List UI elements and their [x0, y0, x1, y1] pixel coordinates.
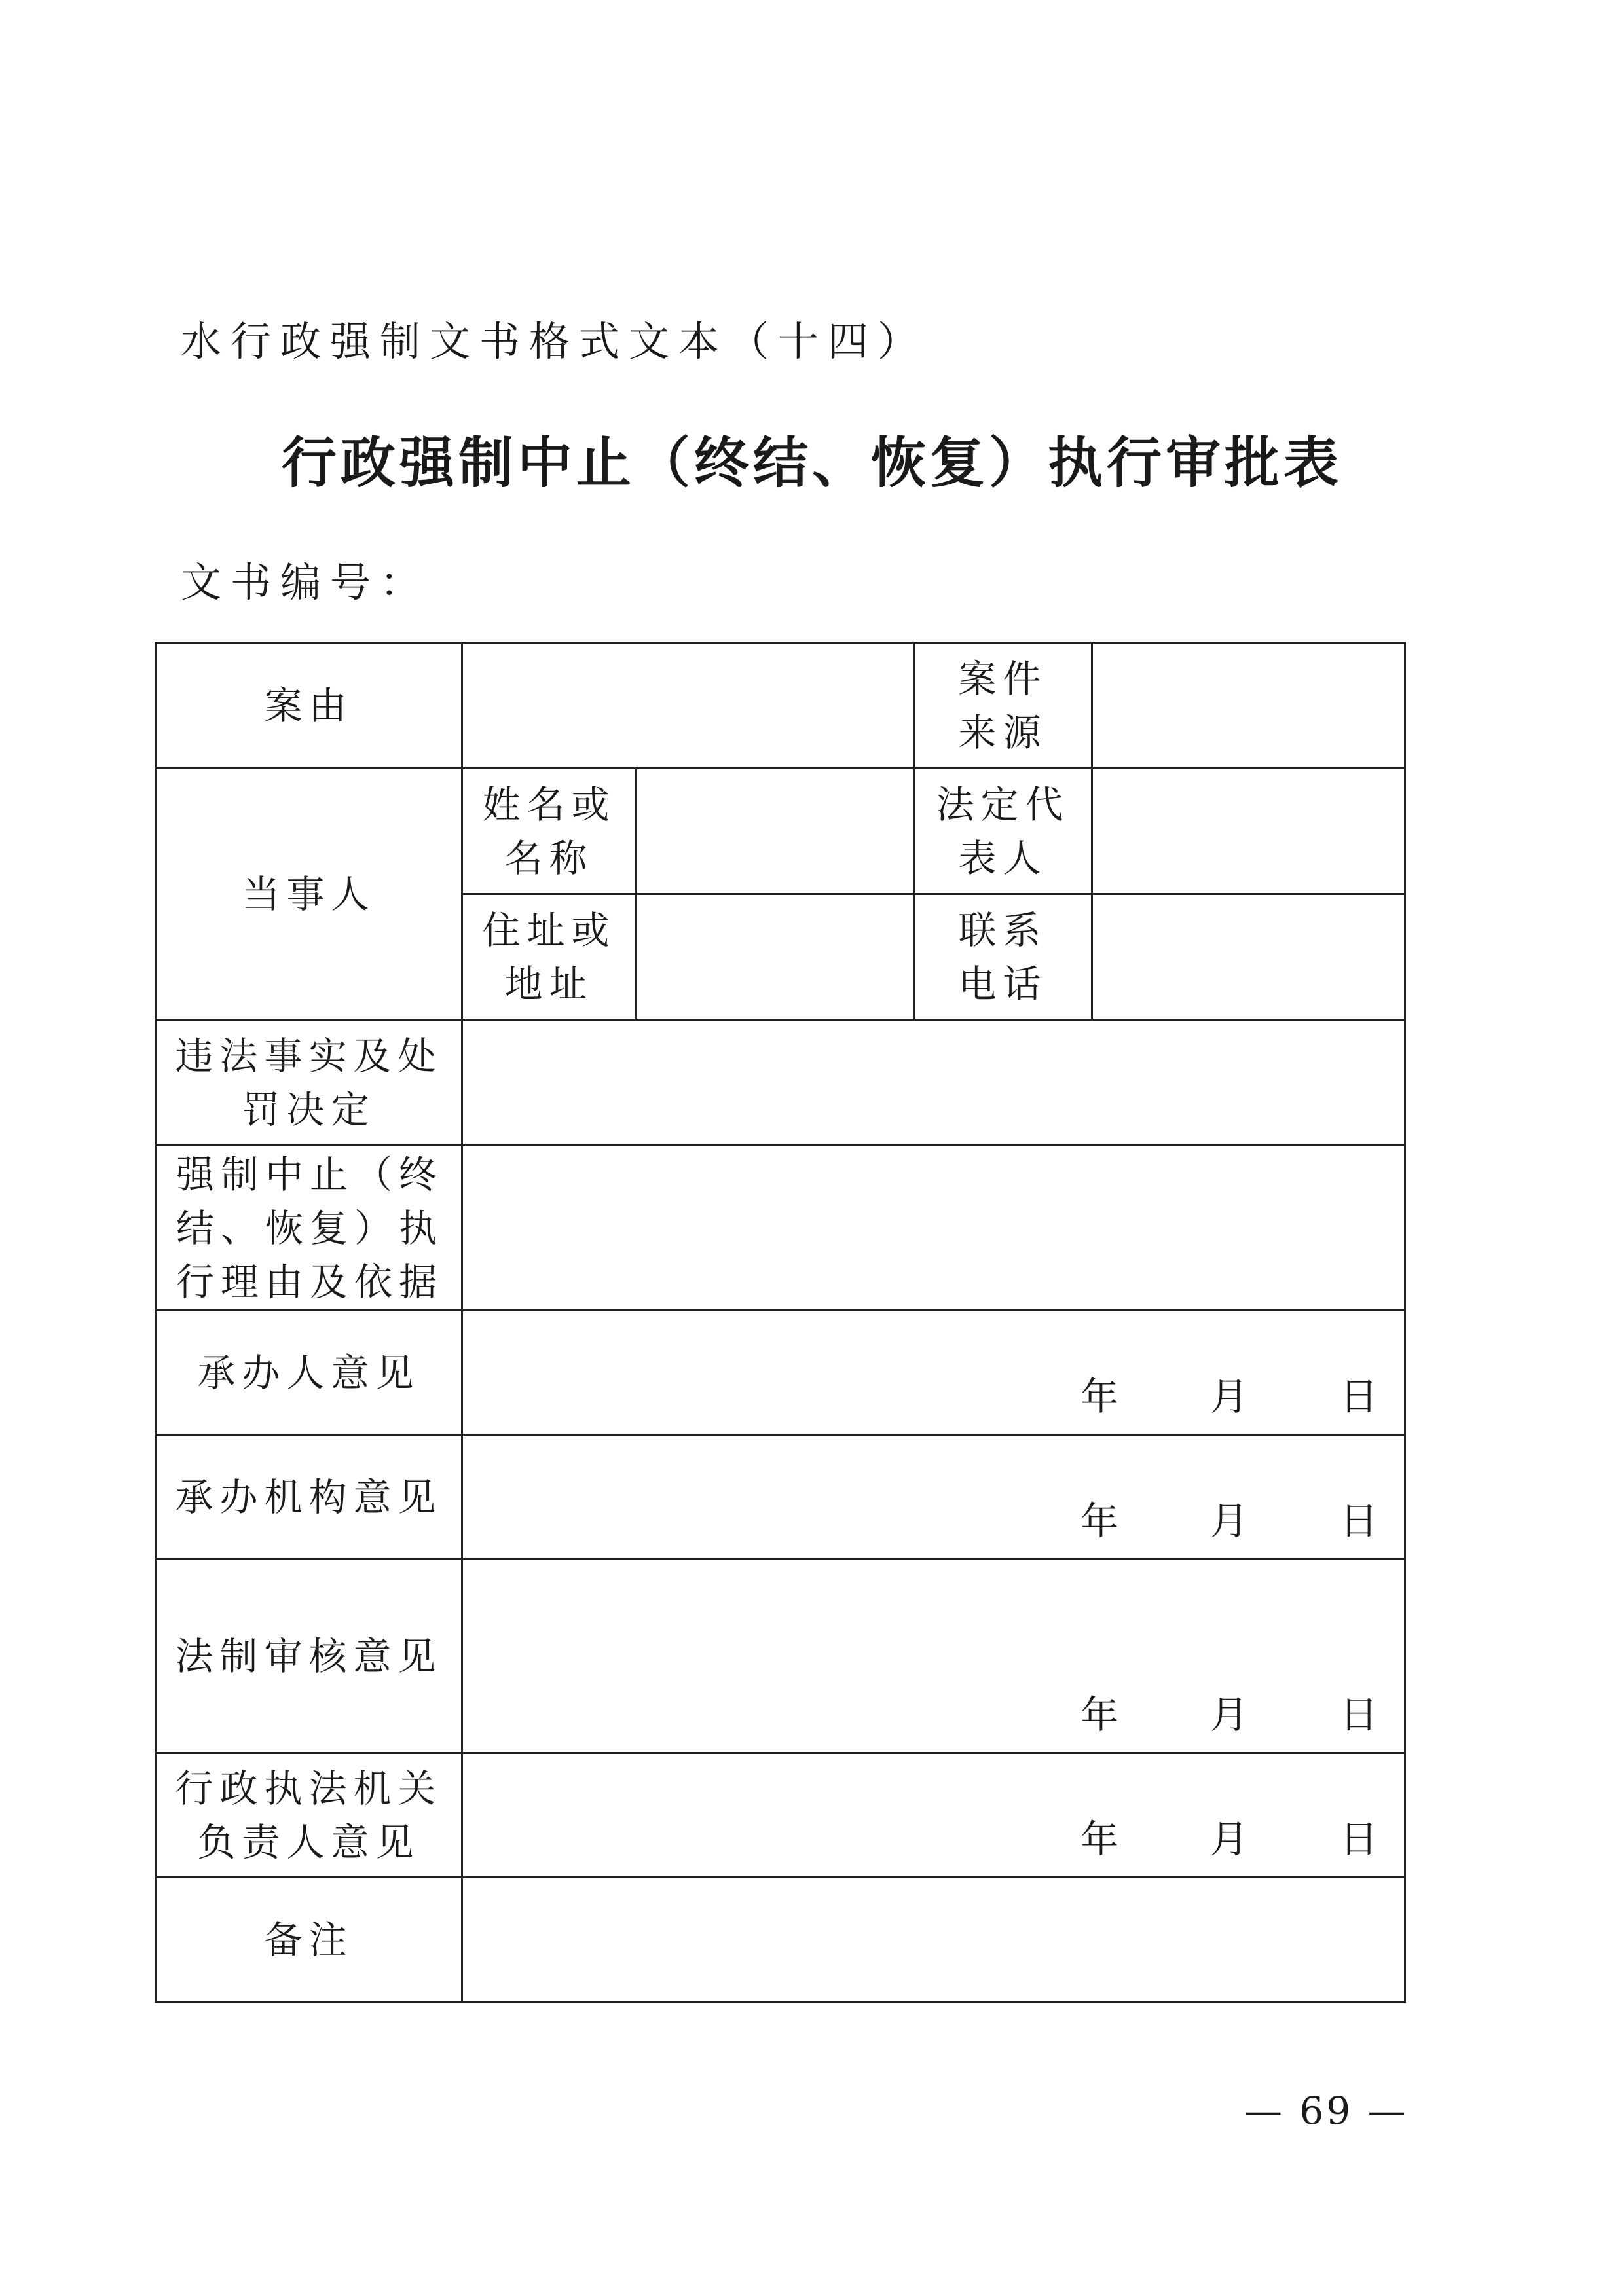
row-reason [156, 1146, 1405, 1311]
signature-date [1080, 1688, 1384, 1741]
page-number: — 69 — [1244, 2088, 1409, 2133]
party-label: 当事人 [156, 769, 462, 1020]
date-day: 日 [1339, 1817, 1384, 1861]
date-day: 日 [1339, 1374, 1384, 1419]
remarks-label: 备注 [156, 1878, 462, 2002]
date-month: 月 [1209, 1499, 1255, 1543]
address-label: 住址或地址 [462, 894, 637, 1020]
approval-form-table [155, 642, 1406, 2003]
form-subtitle: 水行政强制文书格式文本（十四） [181, 318, 928, 365]
violation-field[interactable] [462, 1020, 1405, 1146]
phone-label: 联系电话 [914, 894, 1092, 1020]
reason-field[interactable] [462, 1146, 1405, 1311]
row-case-cause [156, 643, 1405, 769]
reason-label: 强制中止（终结、恢复）执行理由及依据 [156, 1146, 462, 1311]
violation-label: 违法事实及处罚决定 [156, 1020, 462, 1146]
date-year: 年 [1080, 1817, 1125, 1861]
handler-opinion-field[interactable] [462, 1311, 1405, 1435]
date-day: 日 [1339, 1692, 1384, 1737]
signature-date [1080, 1370, 1384, 1423]
case-source-label: 案件来源 [914, 643, 1092, 769]
date-month: 月 [1209, 1374, 1255, 1419]
name-label: 姓名或名称 [462, 769, 637, 894]
form-title: 行政强制中止（终结、恢复）执行审批表 [281, 430, 1342, 495]
date-day: 日 [1339, 1499, 1384, 1543]
address-field[interactable] [637, 894, 914, 1020]
case-cause-field[interactable] [462, 643, 914, 769]
signature-date [1080, 1812, 1384, 1866]
date-month: 月 [1209, 1692, 1255, 1737]
agency-head-opinion-label: 行政执法机关负责人意见 [156, 1753, 462, 1878]
doc-number-label: 文书编号： [181, 558, 430, 606]
row-party-name [156, 769, 1405, 894]
case-cause-label: 案由 [156, 643, 462, 769]
row-remarks [156, 1878, 1405, 2002]
name-field[interactable] [637, 769, 914, 894]
case-source-field[interactable] [1092, 643, 1405, 769]
legal-review-opinion-label: 法制审核意见 [156, 1559, 462, 1753]
legal-rep-field[interactable] [1092, 769, 1405, 894]
agency-head-opinion-field[interactable] [462, 1753, 1405, 1878]
row-agency-head-opinion [156, 1753, 1405, 1878]
legal-review-opinion-field[interactable] [462, 1559, 1405, 1753]
date-year: 年 [1080, 1692, 1125, 1737]
row-handling-org-opinion [156, 1435, 1405, 1559]
remarks-field[interactable] [462, 1878, 1405, 2002]
signature-date [1080, 1494, 1384, 1548]
legal-rep-label: 法定代表人 [914, 769, 1092, 894]
date-month: 月 [1209, 1817, 1255, 1861]
date-year: 年 [1080, 1374, 1125, 1419]
phone-field[interactable] [1092, 894, 1405, 1020]
date-year: 年 [1080, 1499, 1125, 1543]
row-handler-opinion [156, 1311, 1405, 1435]
row-violation [156, 1020, 1405, 1146]
handling-org-opinion-label: 承办机构意见 [156, 1435, 462, 1559]
handler-opinion-label: 承办人意见 [156, 1311, 462, 1435]
row-legal-review-opinion [156, 1559, 1405, 1753]
handling-org-opinion-field[interactable] [462, 1435, 1405, 1559]
